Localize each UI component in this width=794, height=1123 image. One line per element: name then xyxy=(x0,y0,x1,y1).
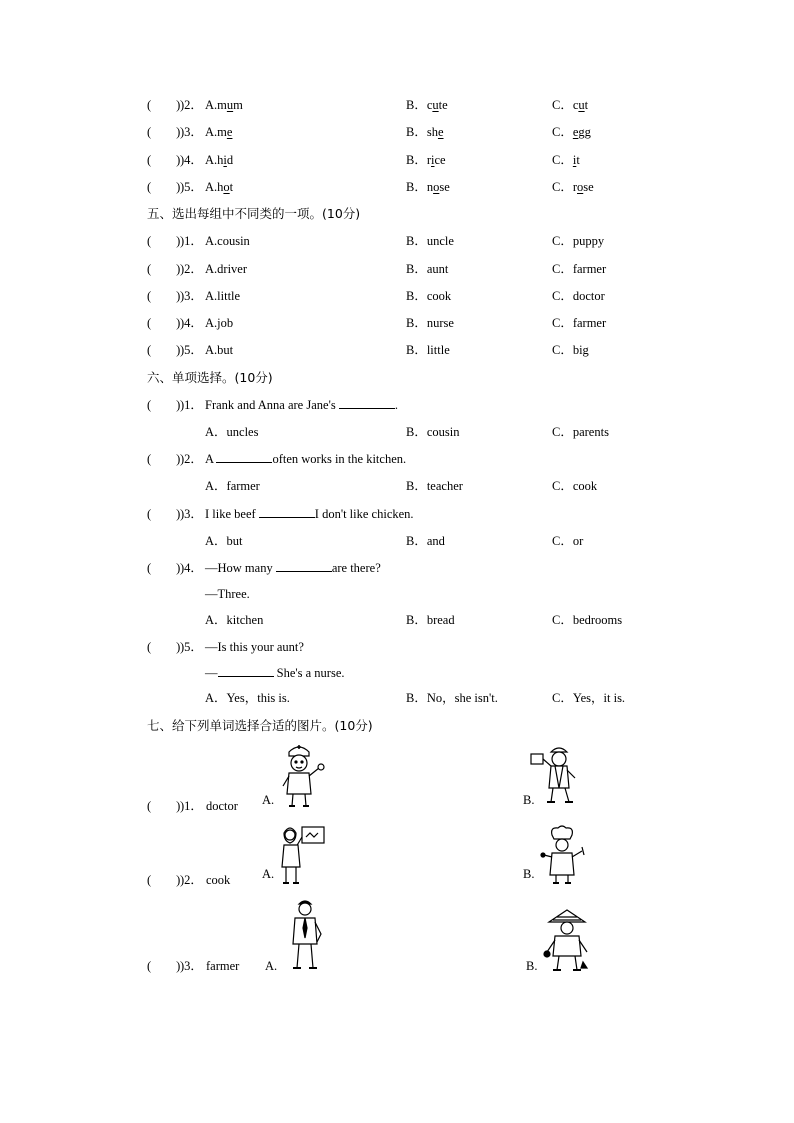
option-b: B．teacher xyxy=(406,479,463,493)
question-text: —Is this your aunt? xyxy=(205,640,304,654)
answer-parens: ( ) xyxy=(147,343,181,357)
option-b: B．aunt xyxy=(406,262,449,276)
question-number: )2． xyxy=(180,873,203,887)
question-number: )3． xyxy=(180,125,203,139)
question-row xyxy=(0,313,794,333)
picture-question-row xyxy=(0,870,794,890)
answer-parens: ( ) xyxy=(147,398,181,412)
chef-picture xyxy=(538,825,586,887)
option-b: B．cousin xyxy=(406,425,460,439)
option-a: A．kitchen xyxy=(205,613,264,627)
question-number: )5． xyxy=(180,640,203,654)
businessman-picture xyxy=(287,898,327,972)
question-number: )4． xyxy=(180,153,203,167)
answer-blank xyxy=(339,395,395,409)
answer-blank xyxy=(218,663,274,677)
option-c: C．Yes，it is. xyxy=(552,691,626,705)
option-a-label: A. xyxy=(262,867,275,881)
question-row xyxy=(0,231,794,251)
option-b-label: B. xyxy=(526,959,538,973)
worker-picture xyxy=(529,742,585,808)
option-a: A.but xyxy=(205,343,234,357)
word: cook xyxy=(206,873,231,887)
option-b: B．she xyxy=(406,125,444,139)
options-row xyxy=(0,688,794,708)
option-a: A．but xyxy=(205,534,243,548)
question-row xyxy=(0,95,794,115)
option-c: C．rose xyxy=(552,180,594,194)
question-text: —How many are there? xyxy=(205,558,381,578)
answer-parens: ( ) xyxy=(147,507,181,521)
option-c: C．farmer xyxy=(552,316,607,330)
option-b: B．little xyxy=(406,343,450,357)
option-a-label: A. xyxy=(262,793,275,807)
section-7-heading xyxy=(0,716,794,736)
question-text: A often works in the kitchen. xyxy=(205,449,406,469)
question-row xyxy=(0,122,794,142)
option-a: A.hid xyxy=(205,153,234,167)
answer-parens: ( ) xyxy=(147,98,181,112)
question-number: )4． xyxy=(180,561,203,575)
option-c: C．it xyxy=(552,153,580,167)
option-b: B．rice xyxy=(406,153,446,167)
option-b: B．bread xyxy=(406,613,455,627)
question-stem xyxy=(0,395,794,415)
option-c: C．puppy xyxy=(552,234,605,248)
question-number: )2． xyxy=(180,262,203,276)
question-text: Frank and Anna are Jane's . xyxy=(205,395,398,415)
question-row xyxy=(0,286,794,306)
option-c: C．egg xyxy=(552,125,591,139)
question-stem xyxy=(0,449,794,469)
answer-parens: ( ) xyxy=(147,234,181,248)
dialogue-line xyxy=(0,584,794,604)
option-a: A.cousin xyxy=(205,234,250,248)
option-b: B．cute xyxy=(406,98,448,112)
option-c: C．farmer xyxy=(552,262,607,276)
answer-parens: ( ) xyxy=(147,799,181,813)
option-a: A.mum xyxy=(205,98,243,112)
dialogue-answer: —Three. xyxy=(205,587,250,601)
option-b-label: B. xyxy=(523,793,535,807)
dialogue-answer: — She's a nurse. xyxy=(205,663,345,683)
option-a: A.little xyxy=(205,289,241,303)
option-b: B．nurse xyxy=(406,316,454,330)
question-number: )4． xyxy=(180,316,203,330)
answer-parens: ( ) xyxy=(147,289,181,303)
option-b: B．No，she isn't. xyxy=(406,691,498,705)
question-row xyxy=(0,340,794,360)
question-row xyxy=(0,259,794,279)
section-title: 五、选出每组中不同类的一项。(10分) xyxy=(147,206,361,221)
answer-parens: ( ) xyxy=(147,561,181,575)
options-row xyxy=(0,476,794,496)
option-a: A.job xyxy=(205,316,234,330)
option-b-label: B. xyxy=(523,867,535,881)
question-row xyxy=(0,150,794,170)
option-a: A.driver xyxy=(205,262,247,276)
dialogue-line xyxy=(0,663,794,683)
option-c: C．cut xyxy=(552,98,589,112)
question-text: I like beef I don't like chicken. xyxy=(205,504,414,524)
answer-parens: ( ) xyxy=(147,640,181,654)
answer-blank xyxy=(259,504,315,518)
question-number: )1． xyxy=(180,799,203,813)
option-a: A.hot xyxy=(205,180,234,194)
answer-parens: ( ) xyxy=(147,180,181,194)
question-number: )3． xyxy=(180,959,203,973)
word: doctor xyxy=(206,799,238,813)
answer-parens: ( ) xyxy=(147,262,181,276)
answer-parens: ( ) xyxy=(147,153,181,167)
options-row xyxy=(0,610,794,630)
answer-parens: ( ) xyxy=(147,873,181,887)
answer-parens: ( ) xyxy=(147,452,181,466)
section-5-heading xyxy=(0,204,794,224)
question-number: )2． xyxy=(180,98,203,112)
option-b: B．cook xyxy=(406,289,452,303)
teacher-picture xyxy=(280,823,328,887)
options-row xyxy=(0,531,794,551)
option-b: B．uncle xyxy=(406,234,454,248)
question-number: )3． xyxy=(180,289,203,303)
word: farmer xyxy=(206,959,240,973)
question-row xyxy=(0,177,794,197)
option-a: A．Yes，this is. xyxy=(205,691,290,705)
answer-blank xyxy=(276,558,332,572)
question-stem xyxy=(0,558,794,578)
option-c: C．big xyxy=(552,343,589,357)
option-c: C．doctor xyxy=(552,289,605,303)
question-number: )3． xyxy=(180,507,203,521)
option-a-label: A. xyxy=(265,959,278,973)
option-b: B．and xyxy=(406,534,445,548)
question-number: )5． xyxy=(180,180,203,194)
option-c: C．or xyxy=(552,534,584,548)
option-c: C．bedrooms xyxy=(552,613,623,627)
option-a: A.me xyxy=(205,125,233,139)
question-stem xyxy=(0,504,794,524)
farmer-picture xyxy=(543,908,591,974)
options-row xyxy=(0,422,794,442)
question-number: )1． xyxy=(180,234,203,248)
option-b: B．nose xyxy=(406,180,450,194)
question-number: )1． xyxy=(180,398,203,412)
answer-parens: ( ) xyxy=(147,959,181,973)
answer-parens: ( ) xyxy=(147,125,181,139)
section-title: 七、给下列单词选择合适的图片。(10分) xyxy=(147,718,373,733)
option-c: C．parents xyxy=(552,425,609,439)
question-number: )5． xyxy=(180,343,203,357)
option-a: A．uncles xyxy=(205,425,259,439)
option-a: A．farmer xyxy=(205,479,260,493)
section-6-heading xyxy=(0,368,794,388)
answer-parens: ( ) xyxy=(147,316,181,330)
nurse-picture xyxy=(273,742,329,810)
picture-question-row xyxy=(0,796,794,816)
section-title: 六、单项选择。(10分) xyxy=(147,370,273,385)
question-stem xyxy=(0,637,794,657)
question-number: )2． xyxy=(180,452,203,466)
picture-question-row xyxy=(0,956,794,976)
option-c: C．cook xyxy=(552,479,598,493)
answer-blank xyxy=(216,449,272,463)
